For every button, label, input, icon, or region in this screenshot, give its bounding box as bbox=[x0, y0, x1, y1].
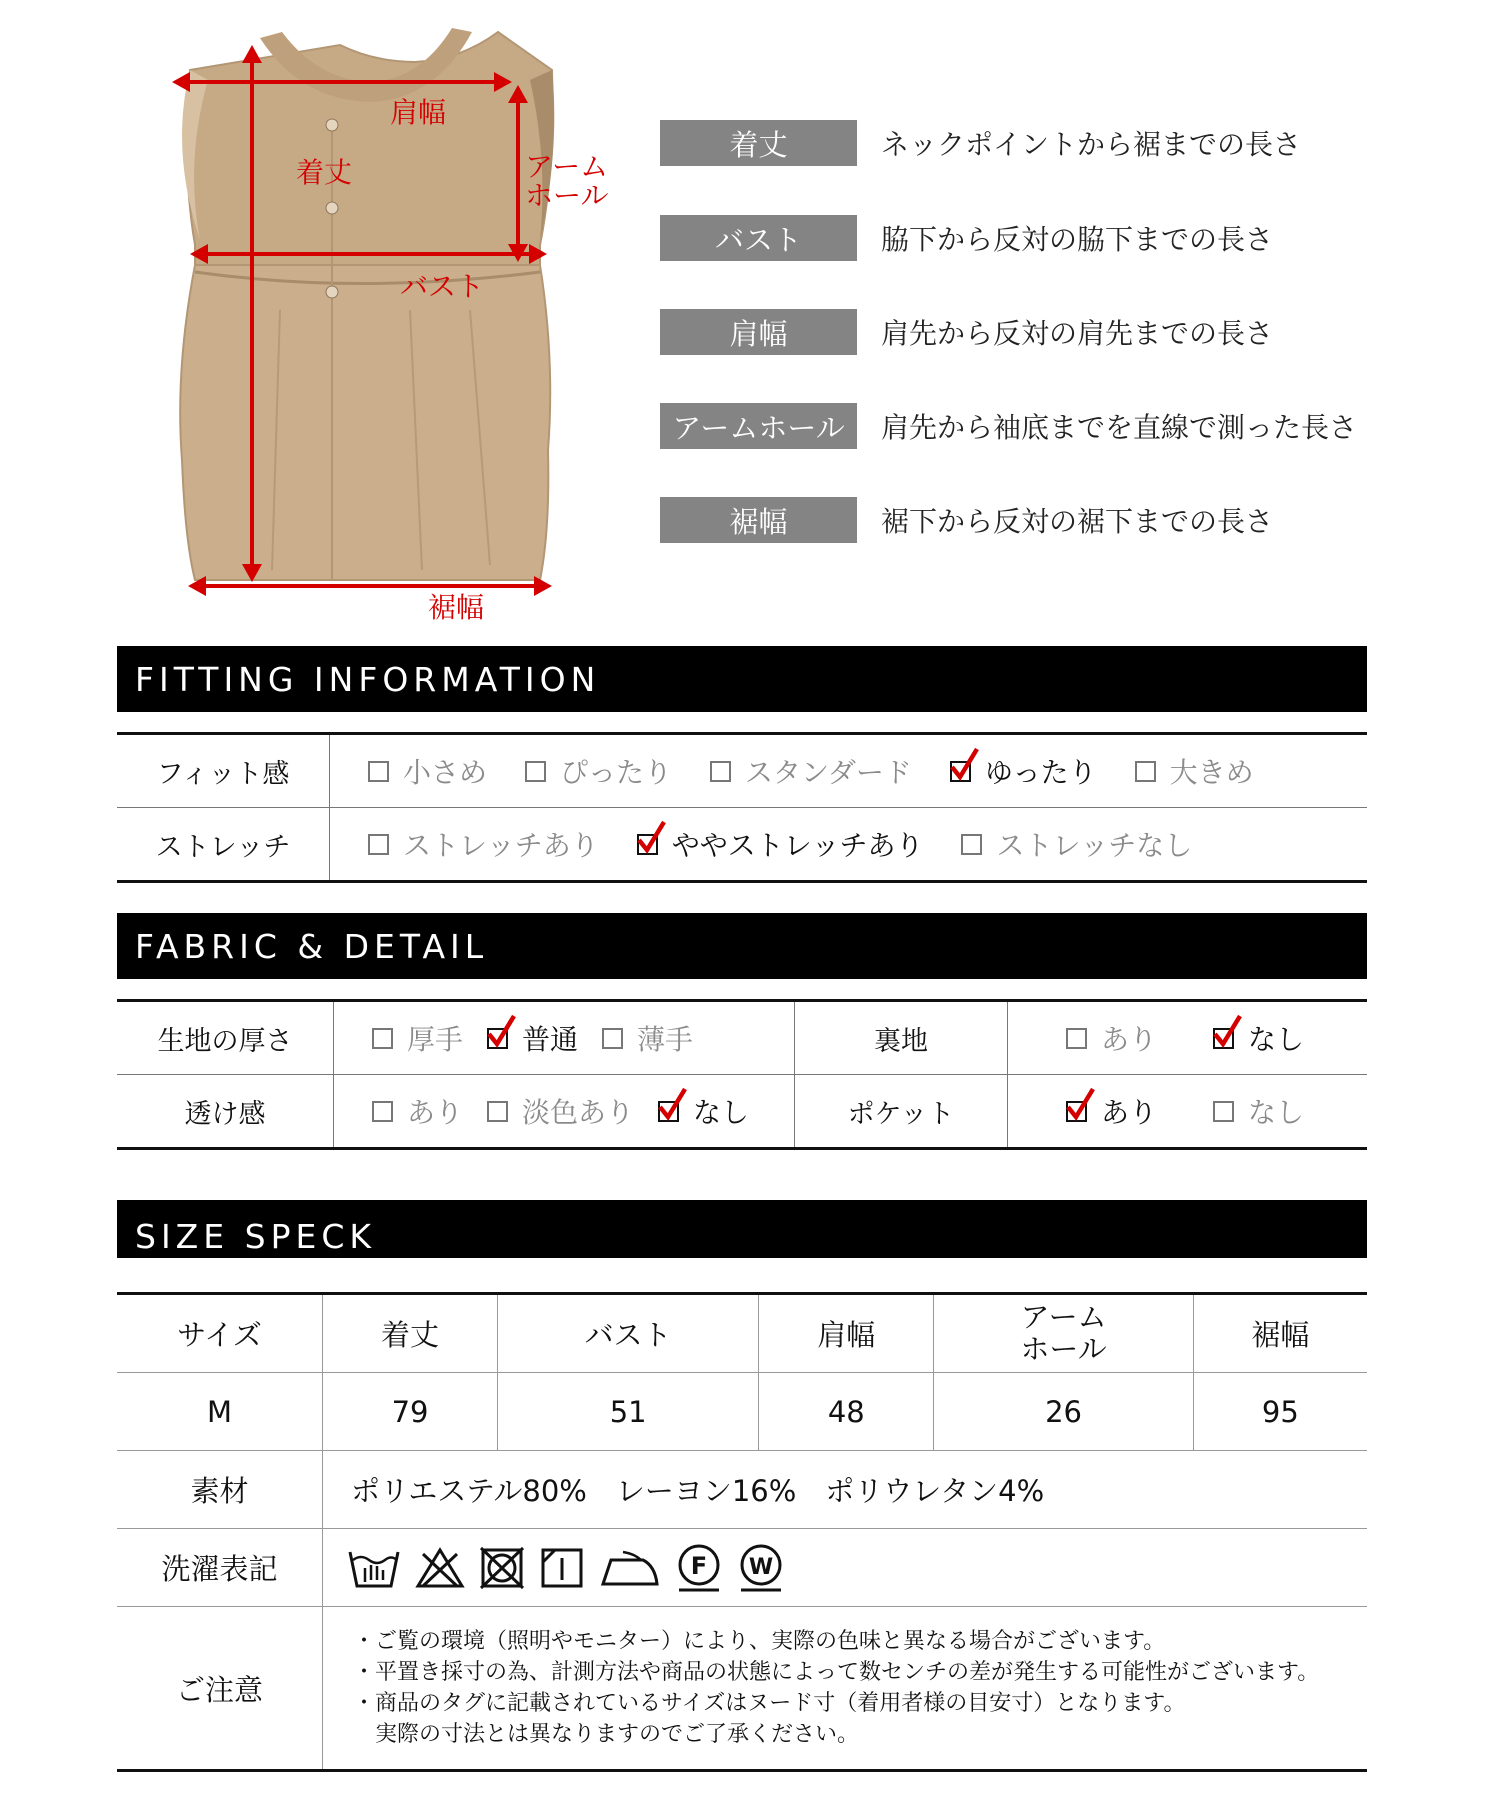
red-check-icon bbox=[1066, 1087, 1096, 1123]
armhole-label: アーム ホール bbox=[525, 150, 609, 213]
size-header: 裾幅 bbox=[1193, 1294, 1367, 1373]
svg-text:W: W bbox=[748, 1554, 774, 1580]
note-line: ・ご覧の環境（照明やモニター）により、実際の色味と異なる場合がございます。 bbox=[353, 1628, 1166, 1654]
checkbox-icon bbox=[525, 761, 546, 782]
checkbox-icon bbox=[1066, 1028, 1087, 1049]
definition-row bbox=[660, 309, 1273, 355]
option-checked: ややストレッチあり bbox=[637, 824, 924, 864]
thickness-label: 生地の厚さ bbox=[117, 1002, 334, 1074]
size-value: M bbox=[117, 1373, 323, 1451]
thickness-options bbox=[334, 1002, 795, 1074]
size-header: サイズ bbox=[117, 1294, 323, 1373]
line-dry-shade-icon bbox=[539, 1546, 585, 1590]
definition-term: 着丈 bbox=[660, 120, 857, 166]
definition-term: 肩幅 bbox=[660, 309, 857, 355]
option: ストレッチなし bbox=[961, 824, 1192, 864]
care-row bbox=[117, 1529, 1367, 1607]
stretch-row bbox=[117, 807, 1367, 880]
checkbox-icon bbox=[961, 834, 982, 855]
lining-label: 裏地 bbox=[795, 1002, 1008, 1074]
option: ぴったり bbox=[525, 751, 672, 791]
option-checked: 普通 bbox=[487, 1018, 578, 1058]
checked-checkbox-icon bbox=[950, 761, 971, 782]
wet-clean-w-icon bbox=[737, 1543, 785, 1593]
definition-desc: ネックポイントから裾までの長さ bbox=[881, 128, 1302, 161]
care-icons-cell bbox=[323, 1529, 1368, 1607]
bust-label: バスト bbox=[400, 270, 485, 303]
definition-row bbox=[660, 215, 1273, 261]
option-checked: ゆったり bbox=[950, 751, 1097, 791]
size-value: 79 bbox=[323, 1373, 498, 1451]
red-check-icon bbox=[1213, 1014, 1243, 1050]
svg-text:F: F bbox=[690, 1551, 708, 1580]
size-table bbox=[117, 1292, 1367, 1772]
size-value-row bbox=[117, 1373, 1367, 1451]
note-line: ・商品のタグに記載されているサイズはヌード寸（着用者様の目安寸）となります。 bbox=[353, 1691, 1186, 1716]
notes-cell bbox=[323, 1607, 1368, 1771]
checkbox-icon bbox=[710, 761, 731, 782]
low-iron-icon bbox=[599, 1546, 661, 1590]
hem-label: 裾幅 bbox=[428, 591, 485, 624]
fabric-section-title: FABRIC & DETAIL bbox=[117, 913, 1367, 979]
checked-checkbox-icon bbox=[1213, 1028, 1234, 1049]
thickness-row bbox=[117, 1002, 1367, 1074]
sheerness-label: 透け感 bbox=[117, 1075, 334, 1147]
size-header: 着丈 bbox=[323, 1294, 498, 1373]
definition-row bbox=[660, 497, 1273, 543]
checked-checkbox-icon bbox=[1066, 1101, 1087, 1122]
red-check-icon bbox=[637, 820, 667, 856]
fit-label: フィット感 bbox=[117, 735, 330, 807]
fabric-table bbox=[117, 999, 1367, 1150]
checkbox-icon bbox=[1135, 761, 1156, 782]
definition-term: アームホール bbox=[660, 403, 857, 449]
length-label: 着丈 bbox=[296, 156, 353, 189]
checkbox-icon bbox=[372, 1028, 393, 1049]
material-row bbox=[117, 1451, 1367, 1529]
dry-clean-f-icon bbox=[675, 1543, 723, 1593]
option: 薄手 bbox=[602, 1018, 693, 1058]
option: なし bbox=[1213, 1091, 1304, 1131]
size-value: 26 bbox=[934, 1373, 1193, 1451]
option: ストレッチあり bbox=[368, 824, 599, 864]
size-value: 95 bbox=[1193, 1373, 1367, 1451]
note-line: ・平置き採寸の為、計測方法や商品の状態によって数センチの差が発生する可能性がございます。 bbox=[353, 1659, 1320, 1685]
checked-checkbox-icon bbox=[637, 834, 658, 855]
option: 淡色あり bbox=[487, 1091, 634, 1131]
option-checked: なし bbox=[1213, 1018, 1304, 1058]
option: 厚手 bbox=[372, 1018, 463, 1058]
red-check-icon bbox=[658, 1087, 688, 1123]
material-label: 素材 bbox=[117, 1451, 323, 1529]
care-label: 洗濯表記 bbox=[117, 1529, 323, 1607]
material-value: ポリエステル80% レーヨン16% ポリウレタン4% bbox=[323, 1451, 1368, 1529]
no-tumble-dry-icon bbox=[479, 1546, 525, 1590]
definition-desc: 裾下から反対の裾下までの長さ bbox=[881, 505, 1274, 538]
option: あり bbox=[372, 1091, 463, 1131]
definition-term: 裾幅 bbox=[660, 497, 857, 543]
notes-row bbox=[117, 1607, 1367, 1771]
definition-desc: 肩先から反対の肩先までの長さ bbox=[881, 317, 1274, 350]
checkbox-icon bbox=[487, 1101, 508, 1122]
option: 大きめ bbox=[1135, 751, 1254, 791]
fitting-table bbox=[117, 732, 1367, 883]
fit-row bbox=[117, 735, 1367, 807]
checkbox-icon bbox=[372, 1101, 393, 1122]
checkbox-icon bbox=[1213, 1101, 1234, 1122]
stretch-options bbox=[330, 808, 1230, 880]
size-section-title: SIZE SPECK bbox=[117, 1200, 1367, 1258]
size-header: バスト bbox=[498, 1294, 759, 1373]
measurement-diagram bbox=[160, 10, 630, 630]
definition-row bbox=[660, 120, 1301, 166]
note-line: 実際の寸法とは異なりますのでご了承ください。 bbox=[353, 1722, 860, 1748]
pocket-label: ポケット bbox=[795, 1075, 1008, 1147]
checkbox-icon bbox=[368, 834, 389, 855]
pocket-options bbox=[1008, 1075, 1342, 1147]
hand-wash-icon bbox=[347, 1546, 401, 1590]
option-checked: あり bbox=[1066, 1091, 1157, 1131]
option: 小さめ bbox=[368, 751, 487, 791]
definition-desc: 脇下から反対の脇下までの長さ bbox=[881, 223, 1274, 256]
checkbox-icon bbox=[602, 1028, 623, 1049]
no-bleach-icon bbox=[415, 1546, 465, 1590]
size-header-row bbox=[117, 1294, 1367, 1373]
definition-row bbox=[660, 403, 1357, 449]
notes-label: ご注意 bbox=[117, 1607, 323, 1771]
checkbox-icon bbox=[368, 761, 389, 782]
sheerness-row bbox=[117, 1074, 1367, 1147]
fit-options bbox=[330, 735, 1292, 807]
lining-options bbox=[1008, 1002, 1342, 1074]
size-header: 肩幅 bbox=[759, 1294, 934, 1373]
red-check-icon bbox=[950, 747, 980, 783]
definition-term: バスト bbox=[660, 215, 857, 261]
fitting-section-title: FITTING INFORMATION bbox=[117, 646, 1367, 712]
checked-checkbox-icon bbox=[658, 1101, 679, 1122]
size-value: 51 bbox=[498, 1373, 759, 1451]
option: スタンダード bbox=[710, 751, 912, 791]
stretch-label: ストレッチ bbox=[117, 808, 330, 880]
red-check-icon bbox=[487, 1014, 517, 1050]
option: あり bbox=[1066, 1018, 1157, 1058]
size-header: アーム ホール bbox=[934, 1294, 1193, 1373]
size-value: 48 bbox=[759, 1373, 934, 1451]
sheerness-options bbox=[334, 1075, 795, 1147]
definition-desc: 肩先から袖底までを直線で測った長さ bbox=[881, 411, 1358, 444]
shoulder-label: 肩幅 bbox=[390, 96, 447, 129]
option-checked: なし bbox=[658, 1091, 749, 1131]
checked-checkbox-icon bbox=[487, 1028, 508, 1049]
